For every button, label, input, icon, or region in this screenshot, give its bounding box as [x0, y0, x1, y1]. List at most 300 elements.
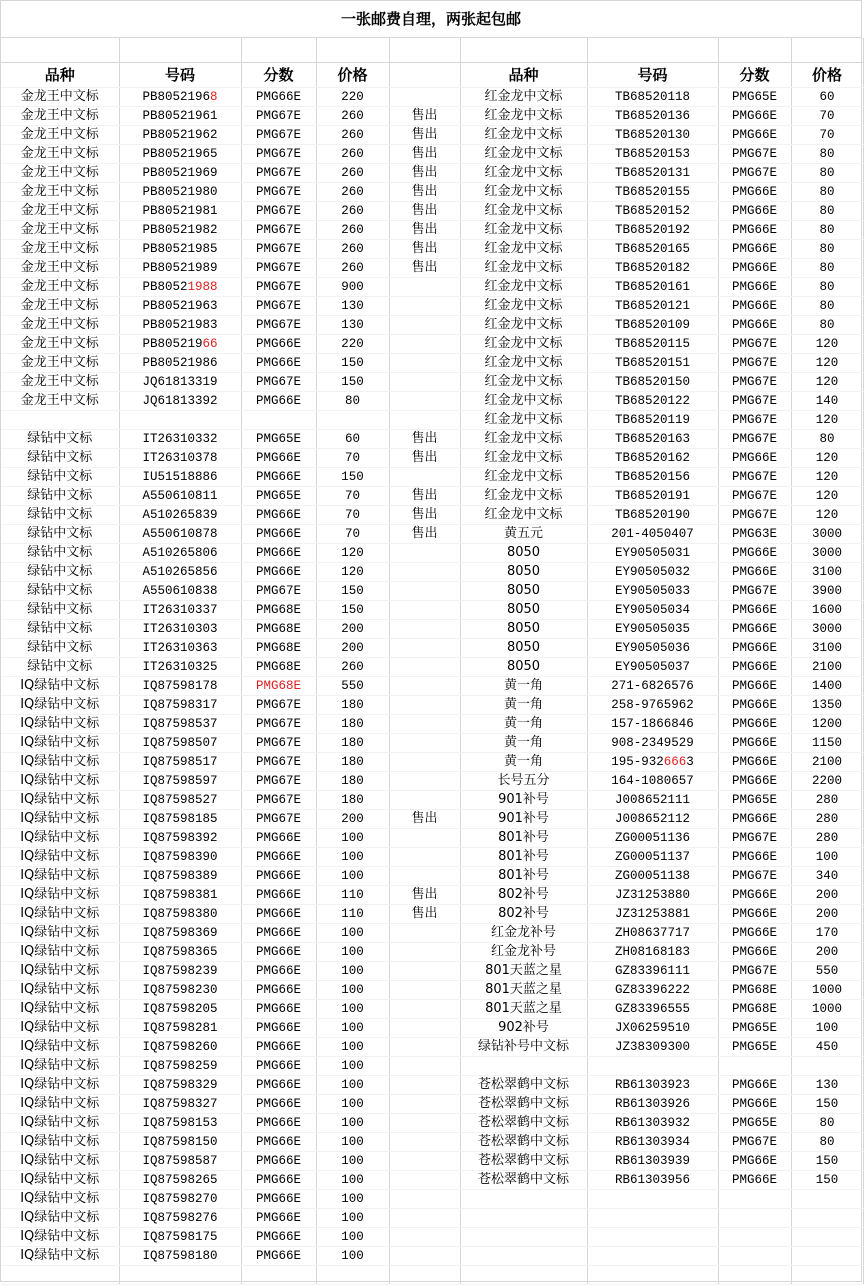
cell-right-price: 170: [791, 924, 863, 943]
cell-right-grade: PMG67E: [718, 392, 791, 411]
cell-right-serial: RB61303934: [587, 1133, 718, 1152]
cell-right-price: 3000: [791, 525, 863, 544]
cell-right-price: 120: [791, 373, 863, 392]
cell-left-variety: 金龙王中文标: [1, 259, 119, 278]
cell-right-variety: 红金龙中文标: [460, 145, 587, 164]
cell-left-variety: IQ绿钻中文标: [1, 867, 119, 886]
cell-right-variety: 苍松翠鹤中文标: [460, 1114, 587, 1133]
cell-left-price: 260: [316, 126, 389, 145]
cell-right-variety: 8050: [460, 563, 587, 582]
cell-left-serial: IQ87598260: [119, 1038, 241, 1057]
cell-right-grade: PMG66E: [718, 924, 791, 943]
header-serial-right: 号码: [587, 63, 718, 88]
sold-status: [389, 1057, 460, 1076]
cell-left-price: 150: [316, 373, 389, 392]
cell-right-serial: TB68520192: [587, 221, 718, 240]
page-title: 一张邮费自理，两张起包邮: [1, 1, 861, 38]
table-row: [1, 639, 863, 658]
cell-right-price: 120: [791, 411, 863, 430]
cell-right-serial: TB68520118: [587, 88, 718, 107]
cell-right-grade: PMG66E: [718, 221, 791, 240]
cell-right-grade: PMG66E: [718, 943, 791, 962]
cell-left-serial: IQ87598327: [119, 1095, 241, 1114]
cell-right-price: 3900: [791, 582, 863, 601]
cell-right-serial: ZG00051137: [587, 848, 718, 867]
cell-right-price: 3000: [791, 544, 863, 563]
table-row: [1, 1152, 863, 1171]
cell-right-grade: [718, 1209, 791, 1228]
cell-right-grade: PMG67E: [718, 582, 791, 601]
cell-right-serial: TB68520156: [587, 468, 718, 487]
cell-right-variety: 801天蓝之星: [460, 962, 587, 981]
table-row: [1, 468, 863, 487]
cell-left-variety: 金龙王中文标: [1, 297, 119, 316]
cell-right-grade: [718, 1228, 791, 1247]
cell-left-price: 260: [316, 183, 389, 202]
cell-left-serial: [119, 411, 241, 430]
cell-left-grade: PMG66E: [241, 1190, 316, 1209]
cell-left-price: 220: [316, 88, 389, 107]
cell-right-serial: TB68520165: [587, 240, 718, 259]
table-row: [1, 88, 863, 107]
cell-left-variety: 金龙王中文标: [1, 278, 119, 297]
cell-right-variety: 红金龙中文标: [460, 335, 587, 354]
cell-right-price: 1200: [791, 715, 863, 734]
cell-left-price: 200: [316, 639, 389, 658]
cell-left-grade: PMG66E: [241, 1095, 316, 1114]
cell-right-serial: TB68520119: [587, 411, 718, 430]
sold-status: [389, 639, 460, 658]
cell-right-serial: ZH08168183: [587, 943, 718, 962]
table-row: [1, 905, 863, 924]
cell-left-grade: PMG66E: [241, 354, 316, 373]
cell-left-variety: IQ绿钻中文标: [1, 962, 119, 981]
cell-left-price: 180: [316, 696, 389, 715]
cell-left-variety: IQ绿钻中文标: [1, 829, 119, 848]
cell-left-price: 260: [316, 202, 389, 221]
cell-left-price: 120: [316, 563, 389, 582]
cell-left-grade: PMG66E: [241, 1247, 316, 1266]
table-row: [1, 449, 863, 468]
sold-status: [389, 1152, 460, 1171]
cell-right-variety: [460, 1247, 587, 1266]
highlighted-digits: 8: [210, 90, 218, 104]
cell-left-variety: IQ绿钻中文标: [1, 1019, 119, 1038]
cell-right-price: 120: [791, 468, 863, 487]
cell-right-serial: 201-4050407: [587, 525, 718, 544]
cell-right-variety: 黄一角: [460, 753, 587, 772]
header-row: [1, 63, 863, 88]
cell-right-serial: [587, 1247, 718, 1266]
cell-left-price: 260: [316, 221, 389, 240]
cell-left-serial: A550610811: [119, 487, 241, 506]
cell-left-variety: 绿钻中文标: [1, 620, 119, 639]
cell-left-price: 260: [316, 107, 389, 126]
cell-right-variety: 红金龙中文标: [460, 88, 587, 107]
cell-right-variety: 红金龙中文标: [460, 316, 587, 335]
cell-left-serial: IQ87598230: [119, 981, 241, 1000]
sold-status: [389, 468, 460, 487]
cell-left-serial: PB80521988: [119, 278, 241, 297]
cell-left-price: 80: [316, 392, 389, 411]
cell-right-variety: 8050: [460, 658, 587, 677]
sold-status: 售出: [389, 430, 460, 449]
sold-status: [389, 677, 460, 696]
cell-right-grade: PMG63E: [718, 525, 791, 544]
cell-left-grade: PMG67E: [241, 202, 316, 221]
cell-left-variety: IQ绿钻中文标: [1, 905, 119, 924]
sold-status: [389, 848, 460, 867]
cell-left-serial: PB80521961: [119, 107, 241, 126]
cell-right-grade: PMG66E: [718, 544, 791, 563]
cell-right-variety: 长号五分: [460, 772, 587, 791]
table-row: [1, 715, 863, 734]
cell-right-grade: PMG66E: [718, 715, 791, 734]
cell-right-variety: 苍松翠鹤中文标: [460, 1152, 587, 1171]
cell-right-price: 450: [791, 1038, 863, 1057]
cell-right-price: 550: [791, 962, 863, 981]
cell-right-variety: 红金龙中文标: [460, 506, 587, 525]
cell-right-price: 80: [791, 240, 863, 259]
cell-left-variety: IQ绿钻中文标: [1, 943, 119, 962]
table-row: [1, 126, 863, 145]
sold-status: 售出: [389, 886, 460, 905]
cell-left-grade: PMG67E: [241, 772, 316, 791]
cell-left-grade: PMG67E: [241, 810, 316, 829]
cell-left-serial: PB80521980: [119, 183, 241, 202]
cell-right-price: 150: [791, 1095, 863, 1114]
cell-right-serial: RB61303939: [587, 1152, 718, 1171]
cell-left-grade: PMG68E: [241, 601, 316, 620]
cell-right-grade: PMG66E: [718, 449, 791, 468]
sold-status: [389, 1019, 460, 1038]
cell-right-grade: [718, 1247, 791, 1266]
sold-status: [389, 924, 460, 943]
cell-right-grade: PMG67E: [718, 373, 791, 392]
cell-left-price: 100: [316, 924, 389, 943]
cell-left-grade: PMG66E: [241, 1228, 316, 1247]
cell-right-price: 120: [791, 506, 863, 525]
cell-right-serial: TB68520161: [587, 278, 718, 297]
cell-right-grade: PMG67E: [718, 829, 791, 848]
cell-left-grade: PMG66E: [241, 1057, 316, 1076]
cell-right-variety: 苍松翠鹤中文标: [460, 1171, 587, 1190]
cell-right-variety: 红金龙中文标: [460, 411, 587, 430]
cell-left-variety: IQ绿钻中文标: [1, 696, 119, 715]
cell-left-variety: 绿钻中文标: [1, 506, 119, 525]
table-row: [1, 829, 863, 848]
cell-right-serial: TB68520162: [587, 449, 718, 468]
cell-left-serial: IQ87598365: [119, 943, 241, 962]
sold-status: 售出: [389, 487, 460, 506]
cell-right-price: 1400: [791, 677, 863, 696]
cell-left-variety: IQ绿钻中文标: [1, 1190, 119, 1209]
cell-left-variety: IQ绿钻中文标: [1, 1114, 119, 1133]
cell-left-serial: IQ87598178: [119, 677, 241, 696]
cell-left-variety: 绿钻中文标: [1, 582, 119, 601]
cell-right-price: 2200: [791, 772, 863, 791]
cell-left-price: 100: [316, 848, 389, 867]
header-grade: 分数: [241, 63, 316, 88]
cell-left-variety: 金龙王中文标: [1, 240, 119, 259]
cell-left-variety: 金龙王中文标: [1, 373, 119, 392]
sold-status: [389, 620, 460, 639]
cell-right-grade: PMG67E: [718, 506, 791, 525]
sold-status: [389, 734, 460, 753]
cell-left-grade: PMG66E: [241, 1133, 316, 1152]
cell-left-variety: IQ绿钻中文标: [1, 753, 119, 772]
cell-right-price: 280: [791, 810, 863, 829]
table-row: [1, 582, 863, 601]
cell-right-price: 2100: [791, 658, 863, 677]
cell-right-serial: TB68520152: [587, 202, 718, 221]
cell-left-serial: IQ87598239: [119, 962, 241, 981]
header-status: [389, 63, 460, 88]
table-row: [1, 1038, 863, 1057]
cell-right-serial: 908-2349529: [587, 734, 718, 753]
cell-left-serial: IT26310332: [119, 430, 241, 449]
cell-right-serial: 195-9326663: [587, 753, 718, 772]
sold-status: [389, 335, 460, 354]
cell-left-price: 120: [316, 544, 389, 563]
table-row: [1, 1171, 863, 1190]
cell-left-variety: IQ绿钻中文标: [1, 1000, 119, 1019]
cell-left-serial: IQ87598317: [119, 696, 241, 715]
cell-right-grade: PMG66E: [718, 848, 791, 867]
table-row: [1, 1228, 863, 1247]
cell-right-serial: TB68520131: [587, 164, 718, 183]
cell-left-serial: IQ87598390: [119, 848, 241, 867]
cell-right-grade: PMG66E: [718, 1095, 791, 1114]
table-row: [1, 335, 863, 354]
cell-right-serial: 164-1080657: [587, 772, 718, 791]
sold-status: [389, 544, 460, 563]
cell-left-serial: IQ87598587: [119, 1152, 241, 1171]
table-row: [1, 1114, 863, 1133]
cell-right-serial: RB61303956: [587, 1171, 718, 1190]
cell-right-grade: PMG66E: [718, 1152, 791, 1171]
cell-right-serial: EY90505035: [587, 620, 718, 639]
sold-status: [389, 1171, 460, 1190]
cell-left-serial: IQ87598265: [119, 1171, 241, 1190]
cell-right-grade: PMG66E: [718, 1076, 791, 1095]
cell-left-variety: IQ绿钻中文标: [1, 1095, 119, 1114]
cell-right-serial: J008652111: [587, 791, 718, 810]
cell-right-variety: 802补号: [460, 886, 587, 905]
table-row: [1, 791, 863, 810]
cell-right-serial: [587, 1209, 718, 1228]
sold-status: [389, 1114, 460, 1133]
cell-left-price: 130: [316, 316, 389, 335]
table-row: [1, 1190, 863, 1209]
cell-left-serial: IQ87598517: [119, 753, 241, 772]
cell-right-variety: 红金龙中文标: [460, 430, 587, 449]
cell-left-serial: PB80521986: [119, 354, 241, 373]
cell-left-price: 100: [316, 943, 389, 962]
cell-right-grade: PMG66E: [718, 753, 791, 772]
cell-left-grade: PMG67E: [241, 753, 316, 772]
cell-left-variety: IQ绿钻中文标: [1, 772, 119, 791]
cell-right-grade: PMG66E: [718, 677, 791, 696]
cell-left-price: 180: [316, 753, 389, 772]
cell-left-variety: 金龙王中文标: [1, 392, 119, 411]
cell-right-price: 70: [791, 126, 863, 145]
cell-left-price: 180: [316, 772, 389, 791]
cell-left-variety: IQ绿钻中文标: [1, 1171, 119, 1190]
cell-right-grade: PMG67E: [718, 867, 791, 886]
cell-right-variety: 黄一角: [460, 734, 587, 753]
table-row: [1, 544, 863, 563]
cell-left-variety: IQ绿钻中文标: [1, 734, 119, 753]
cell-right-price: 80: [791, 183, 863, 202]
cell-right-grade: PMG67E: [718, 1133, 791, 1152]
table-row: [1, 734, 863, 753]
sold-status: [389, 772, 460, 791]
cell-right-price: 80: [791, 316, 863, 335]
sold-status: [389, 1038, 460, 1057]
cell-left-grade: PMG68E: [241, 658, 316, 677]
sold-status: 售出: [389, 145, 460, 164]
cell-right-variety: 8050: [460, 639, 587, 658]
cell-right-variety: 红金龙中文标: [460, 354, 587, 373]
cell-left-grade: PMG67E: [241, 373, 316, 392]
cell-left-variety: 绿钻中文标: [1, 487, 119, 506]
cell-left-grade: PMG67E: [241, 582, 316, 601]
sold-status: [389, 962, 460, 981]
cell-right-variety: 红金龙中文标: [460, 373, 587, 392]
cell-right-price: 120: [791, 487, 863, 506]
cell-right-serial: TB68520153: [587, 145, 718, 164]
cell-right-variety: 红金龙中文标: [460, 240, 587, 259]
cell-right-serial: 157-1866846: [587, 715, 718, 734]
cell-left-grade: PMG66E: [241, 1209, 316, 1228]
cell-right-variety: 红金龙中文标: [460, 107, 587, 126]
table-row: [1, 107, 863, 126]
cell-right-price: 100: [791, 848, 863, 867]
header-variety-right: 品种: [460, 63, 587, 88]
cell-right-variety: 红金龙中文标: [460, 164, 587, 183]
cell-right-price: 1350: [791, 696, 863, 715]
cell-left-variety: 绿钻中文标: [1, 544, 119, 563]
cell-left-grade: PMG66E: [241, 867, 316, 886]
cell-left-price: 260: [316, 259, 389, 278]
cell-left-price: 100: [316, 1247, 389, 1266]
table-row: [1, 677, 863, 696]
blank-row: [1, 38, 863, 63]
cell-right-variety: 红金龙中文标: [460, 278, 587, 297]
cell-right-grade: PMG66E: [718, 734, 791, 753]
cell-right-price: 1000: [791, 1000, 863, 1019]
cell-right-grade: PMG66E: [718, 297, 791, 316]
cell-right-grade: PMG68E: [718, 1000, 791, 1019]
cell-left-variety: 绿钻中文标: [1, 430, 119, 449]
cell-right-price: 140: [791, 392, 863, 411]
cell-left-price: 60: [316, 430, 389, 449]
table-row: [1, 962, 863, 981]
cell-right-variety: 801天蓝之星: [460, 981, 587, 1000]
table-row: [1, 658, 863, 677]
highlighted-digits: 66: [202, 337, 218, 351]
cell-left-serial: IQ87598392: [119, 829, 241, 848]
highlighted-digits: PMG68E: [255, 679, 301, 693]
cell-right-grade: PMG67E: [718, 145, 791, 164]
cell-left-serial: PB80521989: [119, 259, 241, 278]
cell-right-variety: 红金龙补号: [460, 924, 587, 943]
cell-left-serial: IQ87598150: [119, 1133, 241, 1152]
cell-left-variety: 绿钻中文标: [1, 639, 119, 658]
table-row: [1, 1247, 863, 1266]
cell-right-price: [791, 1190, 863, 1209]
cell-left-grade: PMG66E: [241, 1076, 316, 1095]
cell-left-price: 260: [316, 658, 389, 677]
cell-left-price: 200: [316, 810, 389, 829]
cell-left-price: 70: [316, 525, 389, 544]
cell-left-price: 100: [316, 829, 389, 848]
cell-left-price: 100: [316, 1209, 389, 1228]
cell-right-grade: PMG66E: [718, 696, 791, 715]
cell-left-price: 220: [316, 335, 389, 354]
cell-left-price: 100: [316, 1133, 389, 1152]
cell-right-variety: 801补号: [460, 867, 587, 886]
sold-status: [389, 297, 460, 316]
cell-right-price: [791, 1228, 863, 1247]
cell-right-serial: RB61303926: [587, 1095, 718, 1114]
cell-right-variety: 8050: [460, 582, 587, 601]
cell-left-variety: 金龙王中文标: [1, 88, 119, 107]
cell-right-variety: 901补号: [460, 791, 587, 810]
cell-left-serial: IQ87598276: [119, 1209, 241, 1228]
sold-status: [389, 392, 460, 411]
cell-left-grade: PMG66E: [241, 1000, 316, 1019]
cell-right-variety: [460, 1228, 587, 1247]
cell-right-price: 280: [791, 791, 863, 810]
cell-left-grade: PMG65E: [241, 487, 316, 506]
cell-left-grade: PMG67E: [241, 259, 316, 278]
sold-status: 售出: [389, 525, 460, 544]
cell-left-grade: PMG66E: [241, 506, 316, 525]
cell-left-variety: IQ绿钻中文标: [1, 1209, 119, 1228]
cell-right-variety: 红金龙中文标: [460, 468, 587, 487]
cell-right-grade: PMG65E: [718, 88, 791, 107]
cell-left-variety: 绿钻中文标: [1, 601, 119, 620]
cell-right-variety: 红金龙中文标: [460, 221, 587, 240]
table-row: [1, 1209, 863, 1228]
cell-right-variety: 8050: [460, 620, 587, 639]
cell-right-grade: PMG66E: [718, 126, 791, 145]
cell-right-price: 200: [791, 886, 863, 905]
cell-right-serial: TB68520150: [587, 373, 718, 392]
cell-right-grade: PMG68E: [718, 981, 791, 1000]
cell-left-serial: IQ87598259: [119, 1057, 241, 1076]
cell-right-serial: TB68520136: [587, 107, 718, 126]
cell-left-grade: PMG67E: [241, 791, 316, 810]
cell-right-variety: 801天蓝之星: [460, 1000, 587, 1019]
cell-left-serial: IQ87598381: [119, 886, 241, 905]
sold-status: [389, 1000, 460, 1019]
cell-right-variety: [460, 1057, 587, 1076]
sold-status: [389, 278, 460, 297]
cell-right-serial: GZ83396555: [587, 1000, 718, 1019]
cell-left-variety: 金龙王中文标: [1, 354, 119, 373]
table-row: [1, 1095, 863, 1114]
sold-status: 售出: [389, 202, 460, 221]
cell-right-serial: RB61303923: [587, 1076, 718, 1095]
sold-status: [389, 658, 460, 677]
table-row: [1, 430, 863, 449]
cell-right-variety: 801补号: [460, 848, 587, 867]
sold-status: [389, 753, 460, 772]
table-row: [1, 316, 863, 335]
